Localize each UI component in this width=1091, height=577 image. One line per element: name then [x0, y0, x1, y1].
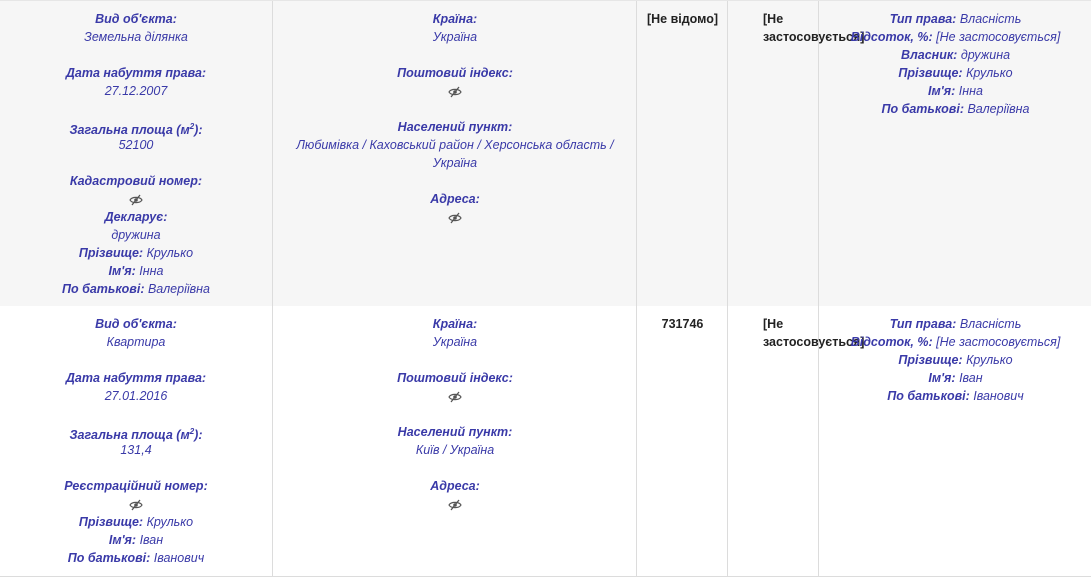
price-cell: [638, 1, 728, 306]
percent-line: Відсоток, %: [Не застосовується]: [850, 30, 1061, 44]
eye-slash-icon: [129, 194, 143, 206]
eye-slash-icon: [448, 391, 462, 403]
country-value: Україна: [432, 30, 478, 44]
object-type-value: Земельна ділянка: [84, 30, 188, 44]
patronymic-line: [0, 280, 272, 298]
address-hidden: [285, 208, 625, 226]
acquisition-date-label: Дата набуття права:: [65, 371, 207, 385]
name-value: Іван: [139, 533, 164, 547]
surname-value: Крулько: [146, 515, 194, 529]
address-label: Адреса:: [430, 192, 480, 206]
object-type-label: Вид об'єкта:: [95, 12, 177, 26]
object-cell: [0, 306, 273, 576]
postal-code-label: Поштовий індекс:: [397, 66, 513, 80]
name-value: Інна: [139, 264, 164, 278]
name-label: Ім'я:: [108, 533, 137, 547]
total-area-value: 52100: [118, 138, 154, 152]
country-label: Країна:: [432, 12, 478, 26]
total-area-label: Загальна площа $(м^2)$:: [69, 427, 203, 443]
patronymic-line: [0, 549, 272, 567]
object-type-value: Квартира: [106, 335, 166, 349]
eye-slash-icon: [448, 499, 462, 511]
eye-slash-icon: [448, 212, 462, 224]
name-line: [0, 262, 272, 280]
name-line: [0, 531, 272, 549]
eye-slash-icon: [448, 86, 462, 98]
location-cell: [274, 306, 637, 576]
col4-cell: [729, 1, 865, 306]
patronymic-value: Іванович: [153, 551, 205, 565]
patronymic-label: По батькові:: [62, 282, 145, 296]
location-cell: [274, 1, 637, 306]
acquisition-date-value: 27.12.2007: [104, 84, 168, 98]
object-type-label: Вид об'єкта:: [95, 317, 177, 331]
settlement-label: Населений пункт:: [397, 425, 513, 439]
declares-value: дружина: [111, 228, 161, 242]
price-value: [Не відомо]: [646, 12, 719, 26]
registration-number-label: Реєстраційний номер:: [64, 479, 208, 493]
price-cell: [638, 306, 728, 576]
surname-label: Прізвище:: [78, 246, 144, 260]
postal-code-hidden: [285, 387, 625, 405]
settlement-value: Київ / Україна: [415, 443, 495, 457]
rights-cell: [820, 1, 1091, 306]
patronymic-label: По батькові:: [67, 551, 151, 565]
col4-value: [Не застосовується]: [763, 12, 865, 44]
surname-line: Прізвище: Крулько: [898, 353, 1013, 367]
cadastral-number-hidden: [0, 190, 272, 208]
patronymic-line: По батькові: Іванович: [887, 389, 1024, 403]
registration-number-hidden: [0, 495, 272, 513]
patronymic-line: По батькові: Валеріївна: [881, 102, 1030, 116]
owner-line: Власник: дружина: [900, 48, 1011, 62]
rights-cell: [820, 306, 1091, 576]
settlement-value: Любимівка / Каховський район / Херсонська область / Україна: [296, 138, 614, 170]
eye-slash-icon: [129, 499, 143, 511]
surname-value: Крулько: [146, 246, 194, 260]
col4-cell: [729, 306, 865, 576]
total-area-label: Загальна площа $(м^2)$:: [69, 122, 203, 138]
price-value: 731746: [661, 317, 704, 331]
declares-label: Декларує:: [104, 210, 168, 224]
postal-code-label: Поштовий індекс:: [397, 371, 513, 385]
surname-line: Прізвище: Крулько: [898, 66, 1013, 80]
name-line: Ім'я: Інна: [928, 84, 983, 98]
surname-line: [0, 244, 272, 262]
table-row: [0, 306, 1091, 577]
acquisition-date-value: 27.01.2016: [104, 389, 168, 403]
surname-label: Прізвище:: [78, 515, 144, 529]
col4-value: [Не застосовується]: [763, 317, 865, 349]
surname-line: [0, 513, 272, 531]
address-label: Адреса:: [430, 479, 480, 493]
country-value: Україна: [432, 335, 478, 349]
country-label: Країна:: [432, 317, 478, 331]
name-label: Ім'я:: [108, 264, 136, 278]
right-type-line: Тип права: Власність: [889, 12, 1022, 26]
total-area-value: 131,4: [120, 443, 152, 457]
postal-code-hidden: [285, 82, 625, 100]
object-cell: [0, 1, 273, 306]
cadastral-number-label: Кадастровий номер:: [69, 174, 203, 188]
percent-line: Відсоток, %: [Не застосовується]: [850, 335, 1061, 349]
name-line: Ім'я: Іван: [928, 371, 983, 385]
right-type-line: Тип права: Власність: [889, 317, 1022, 331]
acquisition-date-label: Дата набуття права:: [65, 66, 207, 80]
address-hidden: [285, 495, 625, 513]
settlement-label: Населений пункт:: [397, 120, 513, 134]
patronymic-value: Валеріївна: [147, 282, 210, 296]
